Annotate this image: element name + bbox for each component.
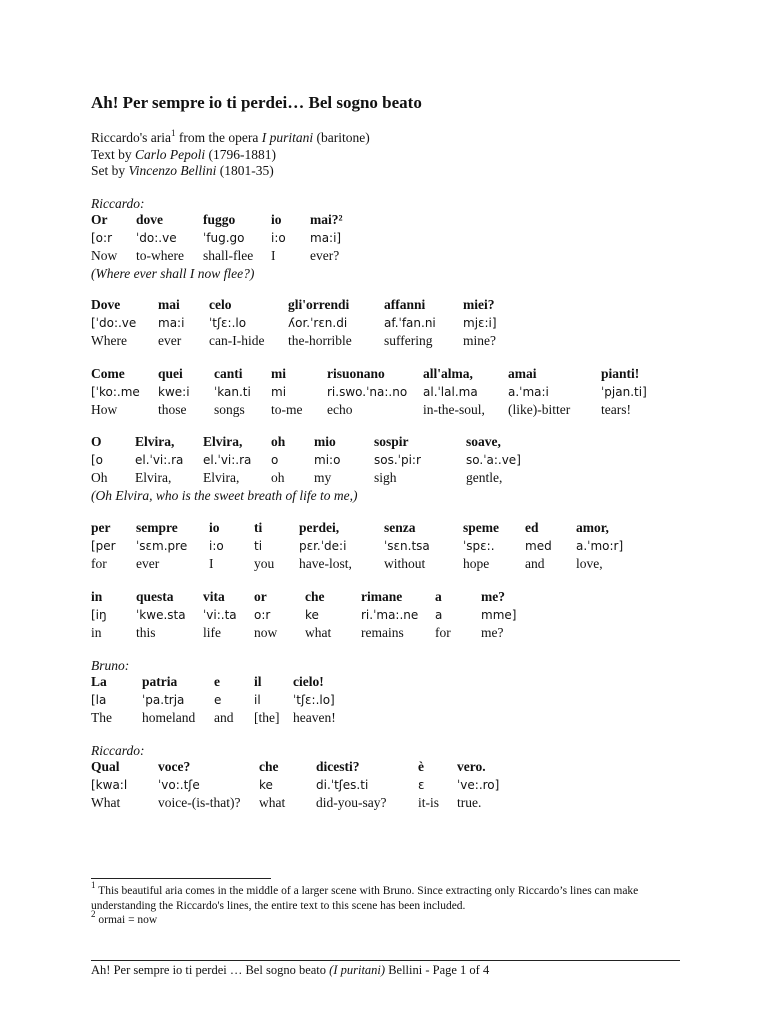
italian-word: fuggo <box>203 212 236 227</box>
english-word: Elvira, <box>203 470 240 485</box>
ipa-word: [o <box>91 453 104 467</box>
italian-word: Elvira, <box>135 434 175 449</box>
english-word: What <box>91 795 121 810</box>
intro-text-by-line: Text by Carlo Pepoli (1796-1881) <box>91 146 277 162</box>
ipa-word: ˈdo:.ve <box>136 231 177 245</box>
english-word: oh <box>271 470 285 485</box>
ipa-word: mi <box>271 385 287 399</box>
ipa-word: o <box>271 453 279 467</box>
english-word: hope <box>463 556 490 571</box>
english-word: ever <box>158 333 182 348</box>
italian-word: a <box>435 589 442 604</box>
english-word: I <box>209 556 214 571</box>
english-line <box>91 470 691 487</box>
ipa-line <box>91 777 691 794</box>
footnote-1: $^1$ This beautiful aria comes in the middle of a larger scene with Bruno. Since extracting only Riccardo’s lines can make understanding the Riccardo's lines, the entire text to this scene has been included. <box>91 880 639 912</box>
english-word: now <box>254 625 278 640</box>
english-line <box>91 333 691 350</box>
italian-word: io <box>271 212 282 227</box>
italian-word: questa <box>136 589 174 604</box>
ipa-word: [kwa:l <box>91 778 128 792</box>
ipa-line <box>91 384 691 401</box>
ipa-word: sos.ˈpi:r <box>374 453 421 467</box>
ipa-word: ɛ <box>418 778 425 792</box>
english-word: How <box>91 402 118 417</box>
ipa-word: ˈsɛm.pre <box>136 539 188 553</box>
italian-word: Or <box>91 212 108 227</box>
ipa-word: ˈvi:.ta <box>203 608 237 622</box>
italian-word: voce? <box>158 759 191 774</box>
italian-word: celo <box>209 297 232 312</box>
ipa-word: a.ˈmo:r] <box>576 539 624 553</box>
ipa-word: di.ˈtʃes.ti <box>316 778 369 792</box>
english-word: true. <box>457 795 482 810</box>
english-word: me? <box>481 625 504 640</box>
italian-word: miei? <box>463 297 495 312</box>
italian-word: sempre <box>136 520 178 535</box>
intro-aria-line: Riccardo's aria$^1$ from the opera I puritani (baritone) <box>91 127 370 145</box>
english-word: Now <box>91 248 118 263</box>
ipa-word: [iŋ <box>91 608 107 622</box>
ipa-word: el.ˈvi:.ra <box>203 453 252 467</box>
italian-word: che <box>259 759 279 774</box>
italian-word: e <box>214 674 220 689</box>
ipa-line <box>91 607 691 624</box>
english-word: Elvira, <box>135 470 172 485</box>
ipa-word: ˈkwe.sta <box>136 608 186 622</box>
english-line <box>91 248 691 265</box>
italian-line <box>91 520 691 537</box>
english-word: The <box>91 710 112 725</box>
italian-word: soave, <box>466 434 501 449</box>
ipa-word: [per <box>91 539 116 553</box>
footnote-2: $^2$ ormai = now <box>91 909 158 926</box>
english-word: love, <box>576 556 603 571</box>
ipa-line <box>91 315 691 332</box>
english-word: in-the-soul, <box>423 402 485 417</box>
ipa-word: ˈsɛn.tsa <box>384 539 430 553</box>
ipa-word: mi:o <box>314 453 341 467</box>
italian-word: in <box>91 589 103 604</box>
italian-word: La <box>91 674 107 689</box>
italian-word: speme <box>463 520 499 535</box>
english-word: those <box>158 402 187 417</box>
english-line <box>91 710 691 727</box>
italian-word: ed <box>525 520 539 535</box>
ipa-word: e <box>214 693 222 707</box>
english-word: heaven! <box>293 710 336 725</box>
ipa-word: [o:r <box>91 231 112 245</box>
italian-word: cielo! <box>293 674 324 689</box>
italian-word: mai <box>158 297 180 312</box>
english-word: [the] <box>254 710 280 725</box>
ipa-word: so.ˈa:.ve] <box>466 453 521 467</box>
italian-word: il <box>254 674 262 689</box>
english-word: for <box>435 625 451 640</box>
ipa-word: ˈpa.trja <box>142 693 185 707</box>
ipa-word: mme] <box>481 608 517 622</box>
italian-word: io <box>209 520 220 535</box>
italian-word: rimane <box>361 589 403 604</box>
ipa-word: ˈpjan.ti] <box>601 385 647 399</box>
ipa-word: ˈtʃɛ:.lo <box>209 316 247 330</box>
ipa-word: af.ˈfan.ni <box>384 316 436 330</box>
speaker-name: Bruno: <box>91 658 130 673</box>
ipa-word: el.ˈvi:.ra <box>135 453 184 467</box>
english-word: echo <box>327 402 353 417</box>
english-word: to-me <box>271 402 303 417</box>
ipa-word: kwe:i <box>158 385 190 399</box>
italian-word: all'alma, <box>423 366 473 381</box>
ipa-word: ˈvo:.tʃe <box>158 778 200 792</box>
english-word: in <box>91 625 102 640</box>
italian-word: pianti! <box>601 366 640 381</box>
page-footer: Ah! Per sempre io ti perdei … Bel sogno beato (I puritani) Bellini - Page 1 of 4 <box>91 963 490 977</box>
ipa-word: ma:i] <box>310 231 342 245</box>
english-word: (like)-bitter <box>508 402 571 417</box>
italian-word: oh <box>271 434 286 449</box>
intro <box>91 127 370 180</box>
english-word: this <box>136 625 156 640</box>
english-word: what <box>305 625 332 640</box>
ipa-word: ˈfug.go <box>203 231 245 245</box>
italian-word: mi <box>271 366 286 381</box>
english-word: without <box>384 556 426 571</box>
english-word: shall-flee <box>203 248 254 263</box>
english-word: did-you-say? <box>316 795 387 810</box>
intro-set-by-line: Set by Vincenzo Bellini (1801-35) <box>91 163 274 178</box>
italian-word: Come <box>91 366 125 381</box>
ipa-word: ʎor.ˈrɛn.di <box>288 316 348 330</box>
italian-word: or <box>254 589 267 604</box>
english-word: to-where <box>136 248 184 263</box>
english-word: ever? <box>310 248 340 263</box>
italian-word: senza <box>384 520 416 535</box>
footnote-divider <box>91 878 271 879</box>
ipa-word: a.ˈma:i <box>508 385 549 399</box>
english-word: have-lost, <box>299 556 352 571</box>
ipa-word: al.ˈlal.ma <box>423 385 478 399</box>
english-word: gentle, <box>466 470 503 485</box>
italian-word: vero. <box>457 759 486 774</box>
ipa-word: mjɛ:i] <box>463 316 497 330</box>
italian-line <box>91 366 691 383</box>
page-title: Ah! Per sempre io ti perdei… Bel sogno beato <box>91 93 422 112</box>
ipa-word: ri.ˈma:.ne <box>361 608 419 622</box>
ipa-word: il <box>254 693 261 707</box>
ipa-word: ˈkan.ti <box>214 385 251 399</box>
italian-word: Qual <box>91 759 120 774</box>
italian-word: perdei, <box>299 520 340 535</box>
english-line <box>91 402 691 419</box>
italian-word: che <box>305 589 325 604</box>
speaker-name: Riccardo: <box>91 743 145 758</box>
italian-word: risuonano <box>327 366 385 381</box>
english-word: what <box>259 795 286 810</box>
italian-line <box>91 759 691 776</box>
ipa-word: i:o <box>209 539 224 553</box>
speaker-name: Riccardo: <box>91 196 145 211</box>
english-word: the-horrible <box>288 333 352 348</box>
free-translation: (Oh Elvira, who is the sweet breath of life to me,) <box>91 488 358 503</box>
ipa-word: ˈspɛ:. <box>463 539 495 553</box>
ipa-word: [la <box>91 693 107 707</box>
italian-word: patria <box>142 674 178 689</box>
ipa-word: ˈtʃɛ:.lo] <box>293 693 335 707</box>
english-word: tears! <box>601 402 631 417</box>
ipa-line <box>91 452 691 469</box>
english-line <box>91 556 691 573</box>
italian-word: quei <box>158 366 183 381</box>
ipa-word: med <box>525 539 552 553</box>
free-translation: (Where ever shall I now flee?) <box>91 266 255 281</box>
ipa-line <box>91 230 691 247</box>
italian-line <box>91 589 691 606</box>
italian-word: me? <box>481 589 505 604</box>
ipa-word: ke <box>305 608 319 622</box>
ipa-word: [ˈdo:.ve <box>91 316 137 330</box>
english-word: Oh <box>91 470 108 485</box>
english-word: ever <box>136 556 160 571</box>
english-word: for <box>91 556 107 571</box>
italian-word: gli'orrendi <box>288 297 350 312</box>
ipa-word: ˈve:.ro] <box>457 778 500 792</box>
english-word: my <box>314 470 332 485</box>
english-word: I <box>271 248 276 263</box>
ipa-word: ri.swo.ˈna:.no <box>327 385 408 399</box>
footer-divider <box>91 960 680 961</box>
footnote-ref-1: 1 <box>171 127 176 138</box>
italian-line <box>91 212 691 229</box>
english-word: suffering <box>384 333 433 348</box>
ipa-word: a <box>435 608 443 622</box>
english-word: mine? <box>463 333 496 348</box>
english-word: songs <box>214 402 245 417</box>
italian-word: amai <box>508 366 537 381</box>
ipa-word: ti <box>254 539 263 553</box>
ipa-line <box>91 538 691 555</box>
english-word: can-I-hide <box>209 333 265 348</box>
english-word: sigh <box>374 470 397 485</box>
ipa-word: pɛr.ˈde:i <box>299 539 347 553</box>
english-word: voice-(is-that)? <box>158 795 241 810</box>
italian-word: sospir <box>374 434 409 449</box>
italian-line <box>91 674 691 691</box>
italian-word: Elvira, <box>203 434 243 449</box>
english-line <box>91 625 691 642</box>
italian-word: vita <box>203 589 225 604</box>
english-word: Where <box>91 333 127 348</box>
english-word: life <box>203 625 221 640</box>
italian-word: per <box>91 520 111 535</box>
english-line <box>91 795 691 812</box>
italian-word: ti <box>254 520 263 535</box>
italian-word: amor, <box>576 520 609 535</box>
italian-word: mai?² <box>310 212 343 227</box>
english-word: homeland <box>142 710 196 725</box>
english-word: remains <box>361 625 404 640</box>
italian-word: Dove <box>91 297 121 312</box>
english-word: and <box>525 556 545 571</box>
english-word: it-is <box>418 795 440 810</box>
italian-word: mio <box>314 434 336 449</box>
italian-word: dicesti? <box>316 759 360 774</box>
italian-line <box>91 434 691 451</box>
ipa-word: ma:i <box>158 316 185 330</box>
ipa-word: i:o <box>271 231 286 245</box>
italian-word: dove <box>136 212 163 227</box>
italian-word: affanni <box>384 297 426 312</box>
italian-word: è <box>418 759 424 774</box>
ipa-line <box>91 692 691 709</box>
footnotes <box>91 880 691 928</box>
italian-word: O <box>91 434 102 449</box>
ipa-word: ke <box>259 778 273 792</box>
english-word: and <box>214 710 234 725</box>
ipa-word: [ˈko:.me <box>91 385 140 399</box>
english-word: you <box>254 556 275 571</box>
italian-line <box>91 297 691 314</box>
italian-word: canti <box>214 366 243 381</box>
ipa-word: o:r <box>254 608 271 622</box>
